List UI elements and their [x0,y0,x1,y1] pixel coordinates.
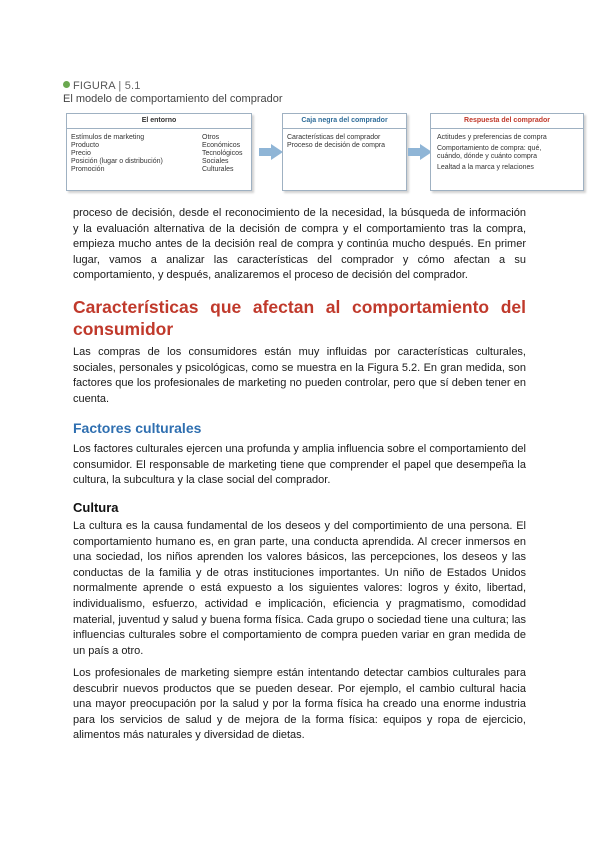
paragraph-intro: proceso de decisión, desde el reconocimiento de la necesidad, la búsqueda de información y la evaluación alternativa de la decisión de compra y el comportamiento tras la compra, empieza mucho antes de la decisión real de compra y continúa mucho después. En primer lugar, vamos a analizar las características del comprador y cómo afectan a su comportamiento, y después, analizaremos el proceso de decisión del comprador. [73,207,526,282]
paragraph-cultura-2: Los profesionales de marketing siempre están intentando detectar cambios culturales para descubrir nuevos productos que se pueden desear. Por ejemplo, el cambio cultural hacia una mayor preocupación por la salud y por la forma física ha creado una enorme industria para los servicios de salud y de mejora de la forma física: equipos y ropa de ejercicio, alimentos más naturales y diversidad de dietas. [73,667,526,742]
figure-caption: El modelo de comportamiento del comprador [63,93,283,105]
respuesta-item: Comportamiento de compra: qué, [437,145,542,152]
otros-column [202,134,242,174]
paragraph-caracteristicas: Las compras de los consumidores están muy influidas por características culturales, sociales, personales y psicológicas, como se muestra en la Figura 5.2. En gran medida, son factores que los profesionales de marketing no pueden controlar, pero que sí deben tener en cuenta. [73,346,526,405]
paragraph-factores: Los factores culturales ejercen una profunda y amplia influencia sobre el comportamiento del consumidor. El responsable de marketing tiene que comprender el papel que desempeña la cultura, la subcultura y la clase social del comprador. [73,443,526,487]
entorno-item: Producto [71,142,100,149]
paragraph-cultura-1: La cultura es la causa fundamental de los deseos y del comportimiento de una persona. El comportamiento humano es, en gran parte, una conducta aprendida. Al crecer inmersos en una sociedad, los niños aprenden los valores básicos, las percepciones, los deseos y las conductas de la familia y de otras instituciones importantes. Un niño de Estados Unidos normalmente aprende o está expuesto a los siguientes valores: logros y éxito, libertad, individualismo, esfuerzo, actividad e implicación, eficiencia y pragmatismo, comodidad material, juventud y salud y buena forma física. Cada grupo o sociedad tiene una cultura; las influencias culturales sobre el comportamiento de compra pueden variar en gran medida de un país a otro. [73,520,526,657]
entorno-item: Otros [202,134,220,141]
respuesta-item: Lealtad a la marca y relaciones [437,164,534,171]
respuesta-item: Actitudes y preferencias de compra [437,134,547,141]
entorno-item: Promoción [71,166,105,173]
bullet-icon [63,81,70,88]
entorno-box [66,113,252,191]
entorno-item: Estímulos de marketing [71,134,145,141]
entorno-item: Precio [71,150,91,157]
entorno-item: Sociales [202,158,229,165]
caja-negra-box [282,113,407,191]
entorno-item: Posición (lugar o distribución) [71,158,163,165]
figure-label: FIGURA | 5.1 [63,80,141,92]
caja-negra-item: Características del comprador [287,134,381,141]
entorno-item: Tecnológicos [202,150,243,157]
entorno-item: Culturales [202,166,234,173]
heading-cultura: Cultura [73,500,119,515]
respuesta-title: Respuesta del comprador [431,114,583,129]
heading-caracteristicas: Características que afectan al comportamiento del consumidor [73,297,526,339]
caja-negra-item: Proceso de decisión de compra [287,142,386,149]
heading-factores-culturales: Factores culturales [73,420,202,436]
respuesta-box [430,113,584,191]
entorno-title: El entorno [67,114,251,129]
entorno-item: Económicos [202,142,241,149]
figure-5-1 [63,80,583,200]
respuesta-item: cuándo, dónde y cuánto compra [437,153,538,160]
caja-negra-title: Caja negra del comprador [283,114,406,129]
marketing-column [71,134,163,174]
